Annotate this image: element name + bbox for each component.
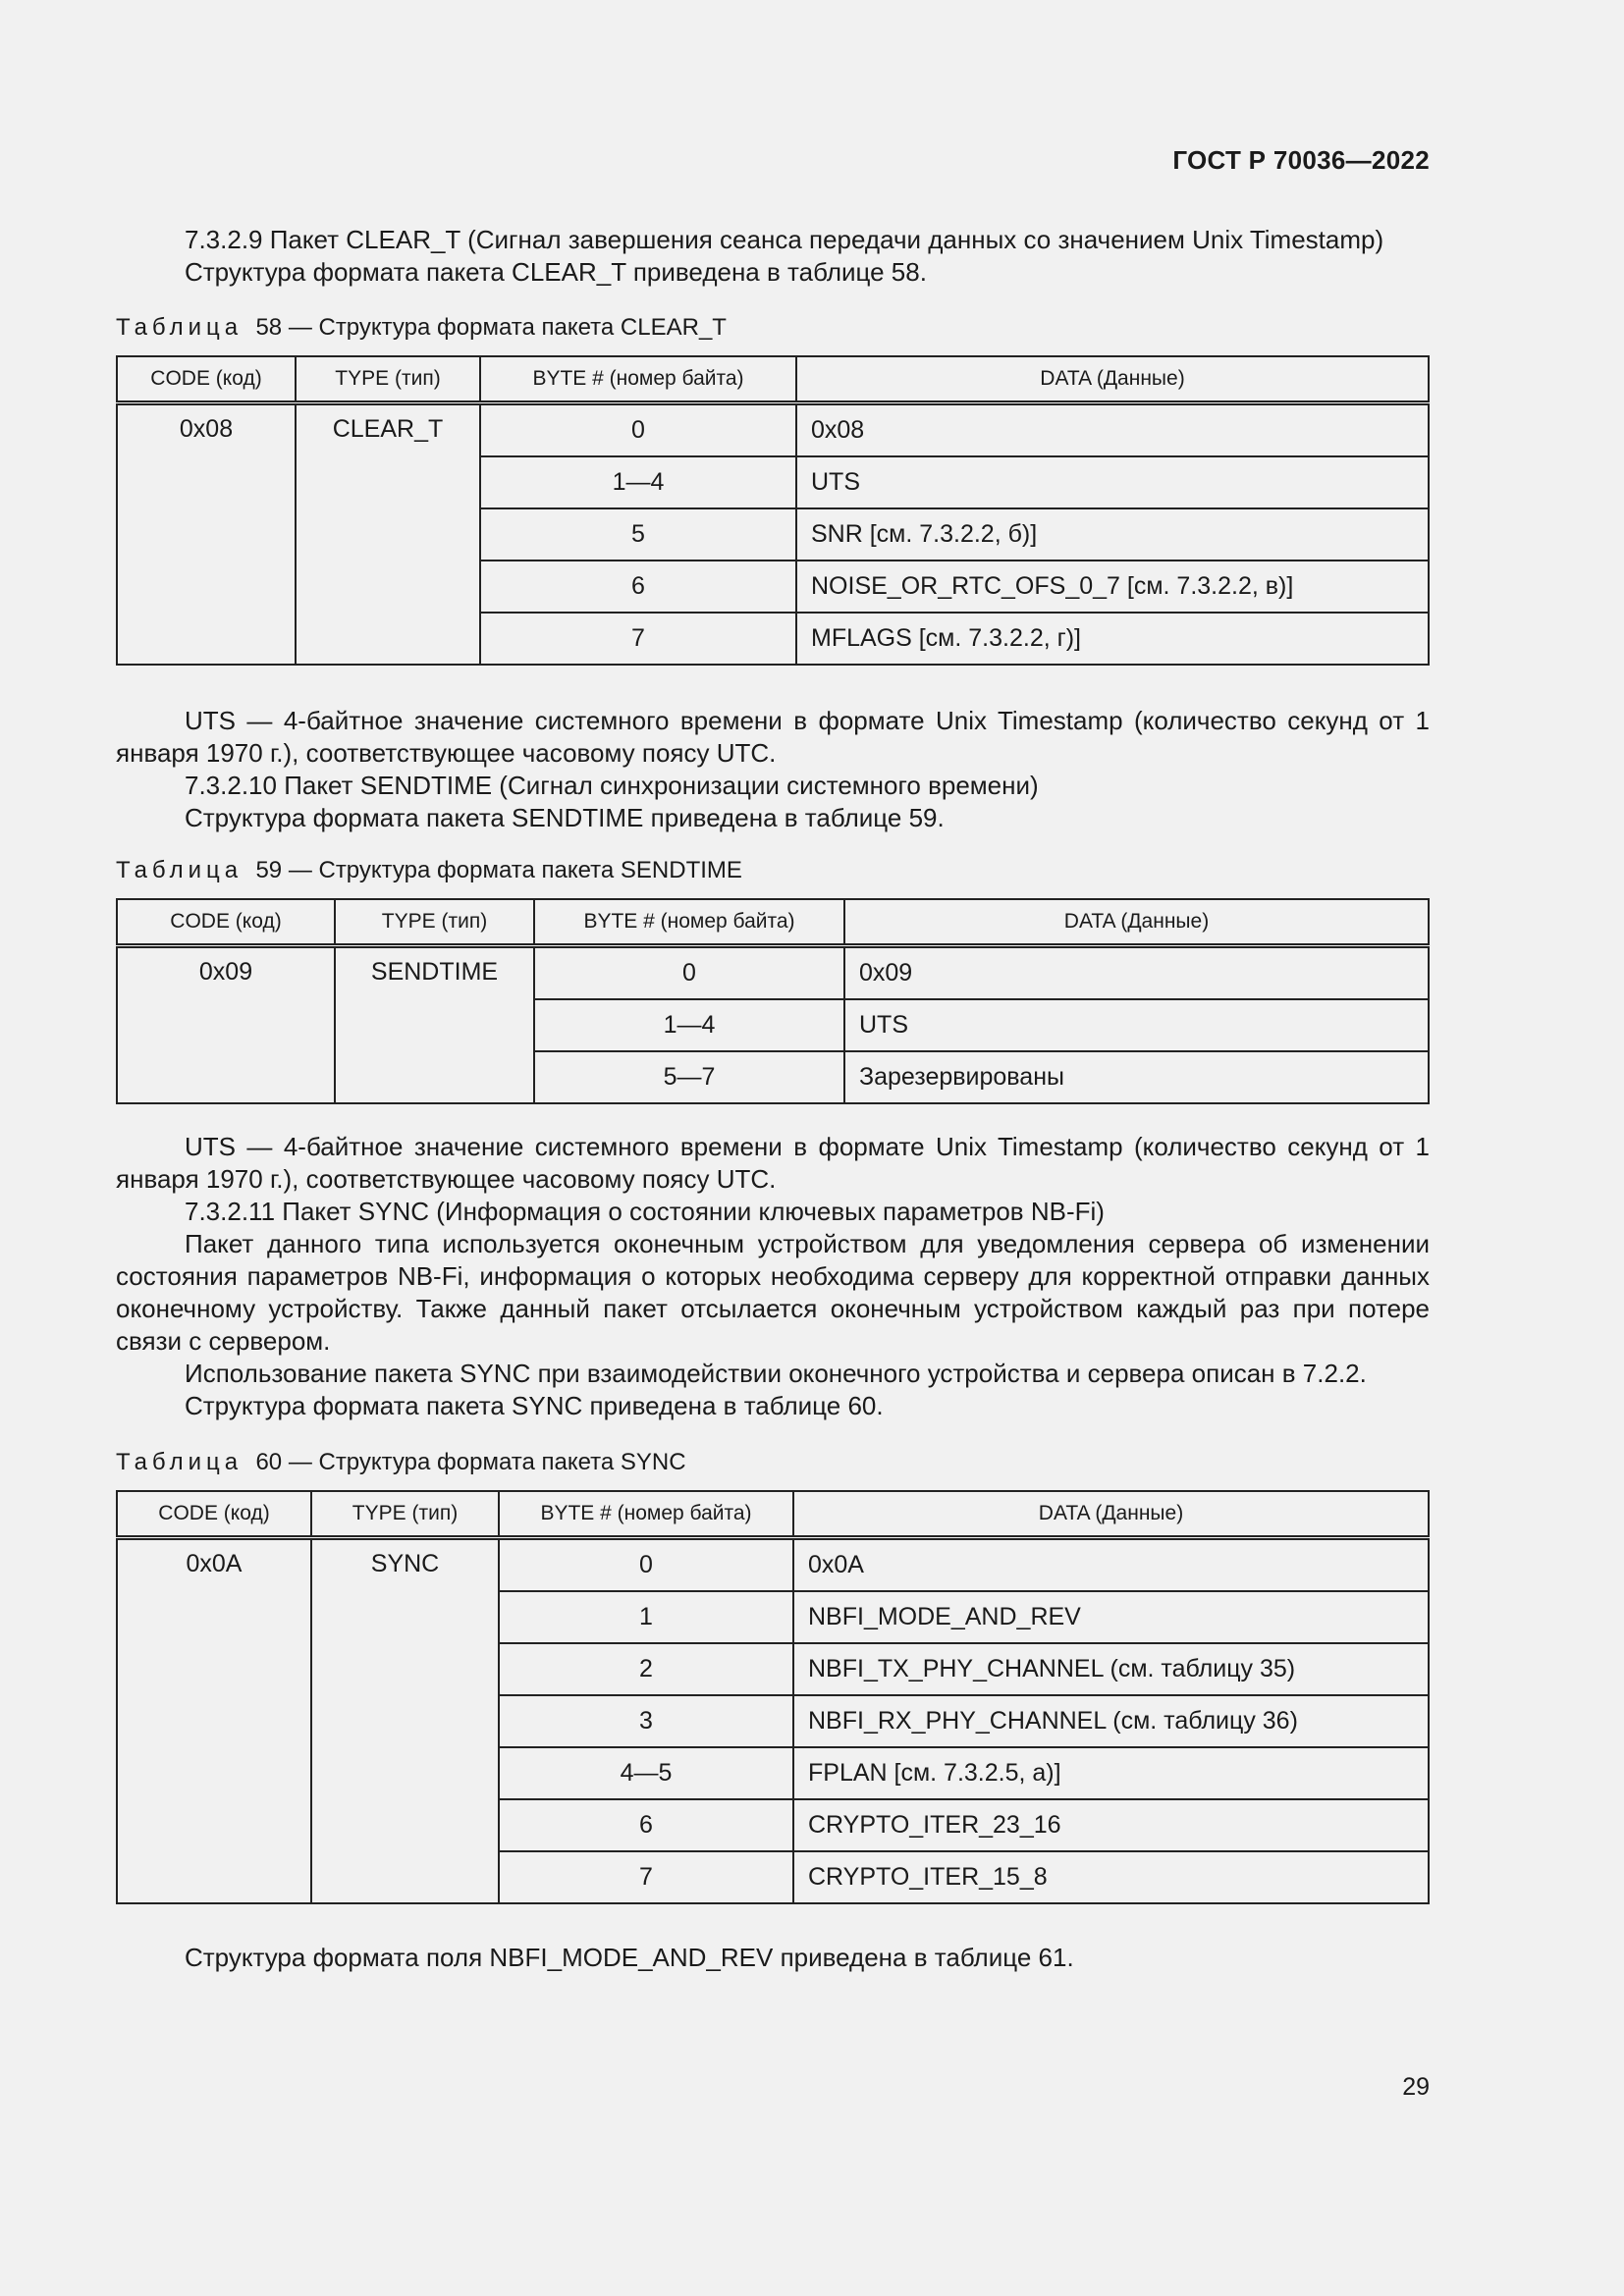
- byte-cell: 2: [499, 1643, 793, 1695]
- paragraph-block-2: [116, 705, 1430, 834]
- byte-cell: 0: [480, 403, 796, 457]
- byte-cell: 0: [534, 946, 844, 1000]
- data-cell: MFLAGS [см. 7.3.2.2, г)]: [796, 613, 1429, 665]
- table-60: [116, 1490, 1430, 1904]
- caption-prefix: Таблица: [116, 314, 244, 341]
- data-cell: 0x0A: [793, 1538, 1429, 1592]
- type-cell: SENDTIME: [335, 946, 534, 1104]
- code-cell: 0x09: [117, 946, 335, 1104]
- data-cell: SNR [см. 7.3.2.2, б)]: [796, 508, 1429, 561]
- byte-cell: 0: [499, 1538, 793, 1592]
- caption-text: 59 — Структура формата пакета SENDTIME: [255, 857, 742, 883]
- section-title: 7.3.2.9 Пакет CLEAR_T (Сигнал завершения сеанса передачи данных со значением Unix Timestamp): [185, 225, 1384, 254]
- data-cell: CRYPTO_ITER_15_8: [793, 1851, 1429, 1903]
- byte-cell: 6: [499, 1799, 793, 1851]
- page-number: 29: [1402, 2073, 1430, 2101]
- table-58: [116, 355, 1430, 666]
- paragraph: Структура формата поля NBFI_MODE_AND_REV приведена в таблице 61.: [185, 1943, 1074, 1972]
- byte-cell: 3: [499, 1695, 793, 1747]
- column-header: TYPE (тип): [335, 899, 534, 946]
- code-cell: 0x0A: [117, 1538, 311, 1904]
- table-row: [117, 946, 1429, 1000]
- data-cell: FPLAN [см. 7.3.2.5, а)]: [793, 1747, 1429, 1799]
- column-header: CODE (код): [117, 1491, 311, 1538]
- table-row: [117, 403, 1429, 457]
- column-header: TYPE (тип): [311, 1491, 499, 1538]
- data-cell: Зарезервированы: [844, 1051, 1429, 1103]
- table-60-caption: [116, 1449, 686, 1476]
- paragraph: Структура формата пакета SENDTIME приведена в таблице 59.: [185, 803, 945, 832]
- section-title: 7.3.2.11 Пакет SYNC (Информация о состоянии ключевых параметров NB-Fi): [185, 1197, 1105, 1226]
- byte-cell: 5—7: [534, 1051, 844, 1103]
- data-cell: NBFI_MODE_AND_REV: [793, 1591, 1429, 1643]
- byte-cell: 7: [480, 613, 796, 665]
- byte-cell: 6: [480, 561, 796, 613]
- paragraph-block-3: [116, 1131, 1430, 1422]
- byte-cell: 4—5: [499, 1747, 793, 1799]
- data-cell: NBFI_TX_PHY_CHANNEL (см. таблицу 35): [793, 1643, 1429, 1695]
- data-cell: 0x09: [844, 946, 1429, 1000]
- uts-definition: UTS — 4-байтное значение системного времени в формате Unix Timestamp (количество секунд от 1 января 1970 г.), соответствующее часовому поясу UTC.: [116, 1132, 1430, 1194]
- column-header: CODE (код): [117, 899, 335, 946]
- byte-cell: 7: [499, 1851, 793, 1903]
- section-7-3-2-9: [116, 224, 1430, 289]
- column-header: CODE (код): [117, 356, 296, 403]
- table-59-caption: [116, 857, 742, 884]
- type-cell: SYNC: [311, 1538, 499, 1904]
- caption-text: 60 — Структура формата пакета SYNC: [255, 1449, 686, 1475]
- caption-text: 58 — Структура формата пакета CLEAR_T: [255, 314, 727, 341]
- column-header: DATA (Данные): [844, 899, 1429, 946]
- uts-definition: UTS — 4-байтное значение системного времени в формате Unix Timestamp (количество секунд от 1 января 1970 г.), соответствующее часовому поясу UTC.: [116, 706, 1430, 768]
- code-cell: 0x08: [117, 403, 296, 666]
- table-58-caption: [116, 314, 727, 342]
- paragraph: Структура формата пакета SYNC приведена в таблице 60.: [185, 1391, 884, 1420]
- data-cell: UTS: [844, 999, 1429, 1051]
- data-cell: UTS: [796, 456, 1429, 508]
- data-cell: 0x08: [796, 403, 1429, 457]
- column-header: TYPE (тип): [296, 356, 480, 403]
- byte-cell: 1—4: [480, 456, 796, 508]
- section-title: 7.3.2.10 Пакет SENDTIME (Сигнал синхронизации системного времени): [185, 771, 1039, 800]
- paragraph: Использование пакета SYNC при взаимодействии оконечного устройства и сервера описан в 7.2.2.: [185, 1359, 1367, 1388]
- caption-prefix: Таблица: [116, 1449, 244, 1475]
- column-header: DATA (Данные): [796, 356, 1429, 403]
- byte-cell: 5: [480, 508, 796, 561]
- table-row: [117, 1538, 1429, 1592]
- type-cell: CLEAR_T: [296, 403, 480, 666]
- byte-cell: 1: [499, 1591, 793, 1643]
- column-header: BYTE # (номер байта): [480, 356, 796, 403]
- data-cell: NOISE_OR_RTC_OFS_0_7 [см. 7.3.2.2, в)]: [796, 561, 1429, 613]
- caption-prefix: Таблица: [116, 857, 244, 883]
- column-header: DATA (Данные): [793, 1491, 1429, 1538]
- column-header: BYTE # (номер байта): [499, 1491, 793, 1538]
- data-cell: NBFI_RX_PHY_CHANNEL (см. таблицу 36): [793, 1695, 1429, 1747]
- byte-cell: 1—4: [534, 999, 844, 1051]
- paragraph: Структура формата пакета CLEAR_T приведена в таблице 58.: [185, 257, 927, 287]
- document-header: ГОСТ Р 70036—2022: [1172, 145, 1430, 175]
- table-59: [116, 898, 1430, 1104]
- column-header: BYTE # (номер байта): [534, 899, 844, 946]
- paragraph: Пакет данного типа используется оконечным устройством для уведомления сервера об изменении состояния параметров NB-Fi, информация о которых необходима серверу для корректной отправки данных оконечному устройству. Также данный пакет отсылается оконечным устройством каждый раз при потере связи с сервером.: [116, 1229, 1430, 1356]
- data-cell: CRYPTO_ITER_23_16: [793, 1799, 1429, 1851]
